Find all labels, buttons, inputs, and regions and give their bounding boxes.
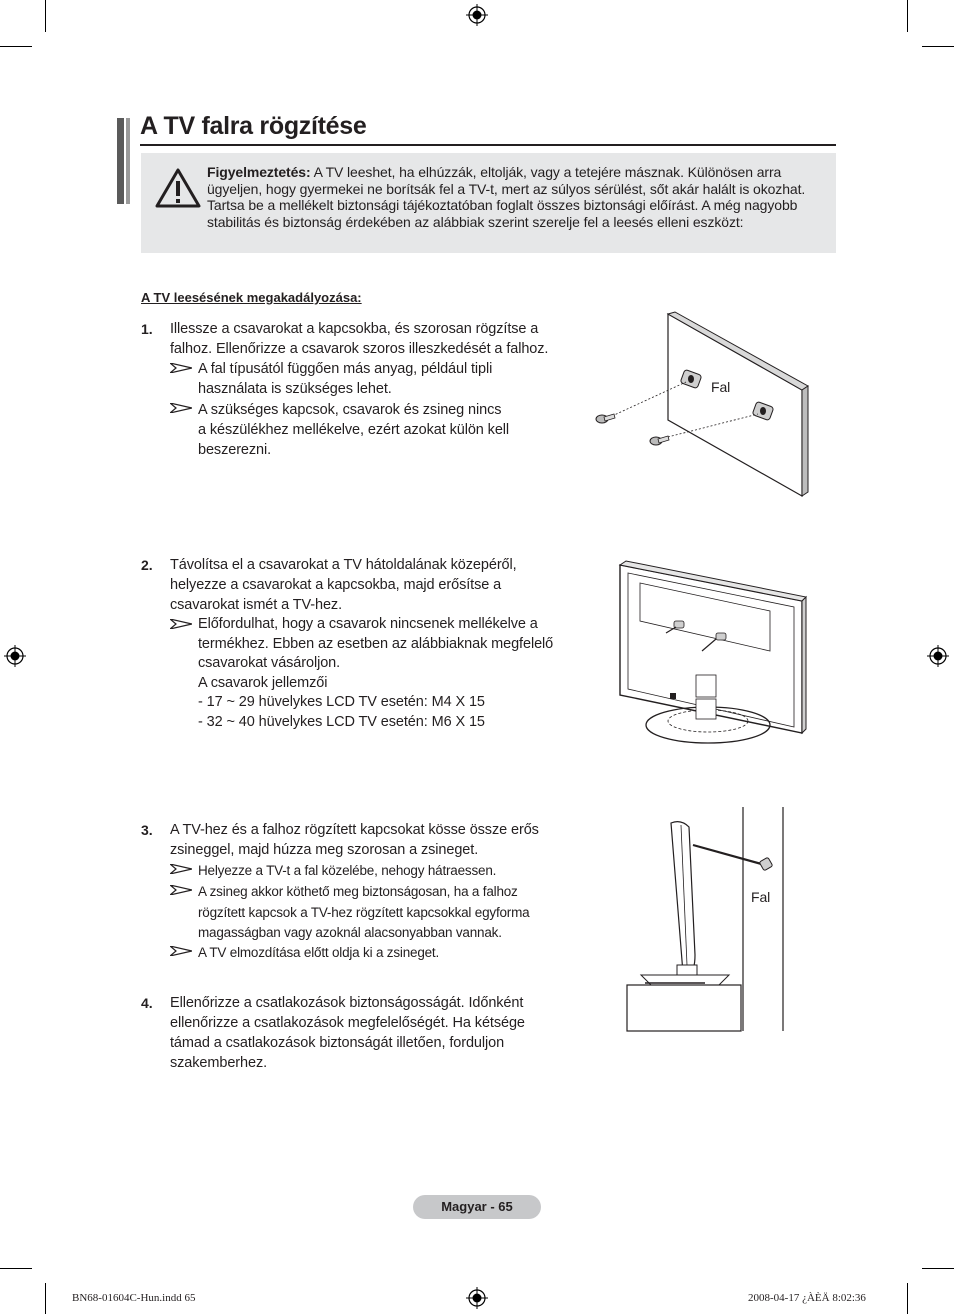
- print-slug-right: 2008-04-17 ¿ÀÈÄ 8:02:36: [748, 1292, 866, 1304]
- step-line: falhoz. Ellenőrizze a csavarok szoros illeszkedését a falhoz.: [170, 341, 549, 357]
- step-line: Ellenőrizze a csatlakozások biztonságosságát. Időnként: [170, 995, 524, 1011]
- note-text: [198, 400, 509, 460]
- warning-triangle-icon: [155, 168, 201, 208]
- crop-mark: [922, 1268, 954, 1269]
- step-number: 2.: [141, 557, 153, 573]
- wall-bracket-illustration: [590, 310, 810, 500]
- crop-mark: [907, 1283, 908, 1314]
- step-line: ellenőrizze a csatlakozások megfelelőségét. Ha kétsége: [170, 1015, 525, 1031]
- page-title: A TV falra rögzítése: [140, 112, 367, 140]
- note-line: Helyezze a TV-t a fal közelébe, nehogy hátraessen.: [198, 863, 497, 878]
- crop-mark: [0, 1268, 32, 1269]
- title-rule: [140, 144, 836, 146]
- crop-mark: [907, 0, 908, 32]
- step-line: zsineggel, majd húzza meg szorosan a zsineget.: [170, 842, 479, 858]
- crop-mark: [45, 1283, 46, 1314]
- tv-back-illustration: [610, 555, 810, 755]
- note-arrow-icon: [170, 403, 192, 413]
- title-accent-bar: [126, 118, 130, 204]
- bracket-icon: [759, 857, 773, 871]
- page-number-badge: Magyar - 65: [413, 1195, 541, 1219]
- note-line: A fal típusától függően más anyag, például tipli: [198, 361, 493, 377]
- step-text: [170, 820, 539, 860]
- step-number: 3.: [141, 822, 153, 838]
- note-line: használata is szükséges lehet.: [198, 381, 392, 397]
- note-line: A szükséges kapcsok, csavarok és zsineg nincs: [198, 402, 502, 418]
- warning-text: [207, 164, 827, 230]
- crop-mark: [0, 46, 32, 47]
- wall-label: Fal: [711, 379, 731, 395]
- step-text: [170, 555, 517, 615]
- step-line: A TV-hez és a falhoz rögzített kapcsokat kösse össze erős: [170, 822, 539, 838]
- note-line: a készülékhez mellékelve, ezért azokat külön kell: [198, 422, 510, 438]
- note-line: - 32 ~ 40 hüvelykes LCD TV esetén: M6 X 15: [198, 713, 485, 730]
- registration-mark-icon: [466, 4, 488, 26]
- step-number: 1.: [141, 321, 153, 337]
- tv-side-illustration: [625, 805, 790, 1035]
- note-line: beszerezni.: [198, 442, 272, 458]
- screw-icon: [596, 414, 615, 423]
- step-line: Távolítsa el a csavarokat a TV hátoldalának közepéről,: [170, 557, 517, 573]
- registration-mark-icon: [4, 645, 26, 667]
- step-line: csavarokat ismét a TV-hez.: [170, 597, 343, 613]
- step-text: [170, 993, 525, 1073]
- warning-body: A TV leeshet, ha elhúzzák, eltolják, vagy a tetejére másznak. Különösen arra ügyeljen, hogy gyermekei ne borítsák fel a TV-t, mert az súlyos sérülést, sőt akár halált is okozhat. Tartsa be a mellékelt biztonsági tájékoztatóban foglalt összes biztonsági előírást. A még nagyobb stabilitás és biztonság érdekében az alábbiak szerint szerelje fel a leesés elleni eszközt:: [207, 164, 806, 230]
- section-subheading: A TV leesésének megakadályozása:: [141, 290, 362, 305]
- note-line: termékhez. Ebben az esetben az alábbiaknak megfelelő: [198, 635, 554, 652]
- note-line: magasságban vagy azoknál alacsonyabban vannak.: [198, 925, 502, 940]
- note-line: - 17 ~ 29 hüvelykes LCD TV esetén: M4 X 15: [198, 694, 485, 711]
- step-line: helyezze a csavarokat a kapcsokba, majd erősítse a: [170, 577, 502, 593]
- note-text: [198, 882, 529, 944]
- warning-label: Figyelmeztetés:: [207, 164, 311, 180]
- note-line: Előfordulhat, hogy a csavarok nincsenek mellékelve a: [198, 616, 538, 632]
- note-line: A zsineg akkor köthető meg biztonságosan, ha a falhoz: [198, 884, 518, 899]
- registration-mark-icon: [927, 645, 949, 667]
- step-line: Illessze a csavarokat a kapcsokba, és szorosan rögzítse a: [170, 321, 539, 337]
- note-text: [198, 615, 553, 733]
- note-line: rögzített kapcsok a TV-hez rögzített kapcsokkal egyforma: [198, 904, 530, 920]
- note-line: csavarokat vásároljon.: [198, 655, 341, 672]
- note-arrow-icon: [170, 619, 192, 629]
- note-arrow-icon: [170, 363, 192, 373]
- note-arrow-icon: [170, 885, 192, 895]
- title-accent-bar: [117, 118, 124, 204]
- step-line: szakemberhez.: [170, 1055, 268, 1071]
- crop-mark: [45, 0, 46, 32]
- note-text: [198, 943, 439, 964]
- step-text: [170, 319, 548, 359]
- step-number: 4.: [141, 995, 153, 1011]
- note-arrow-icon: [170, 864, 192, 874]
- note-text: [198, 359, 492, 399]
- wall-label: Fal: [751, 889, 771, 905]
- note-line: A csavarok jellemzői: [198, 674, 328, 691]
- crop-mark: [922, 46, 954, 47]
- print-slug-left: BN68-01604C-Hun.indd 65: [72, 1292, 196, 1304]
- note-arrow-icon: [170, 946, 192, 956]
- registration-mark-icon: [466, 1287, 488, 1309]
- screw-icon: [650, 436, 669, 445]
- step-line: támad a csatlakozások biztonságát illetően, forduljon: [170, 1035, 505, 1051]
- note-line: A TV elmozdítása előtt oldja ki a zsineget.: [198, 945, 440, 960]
- note-text: [198, 861, 496, 882]
